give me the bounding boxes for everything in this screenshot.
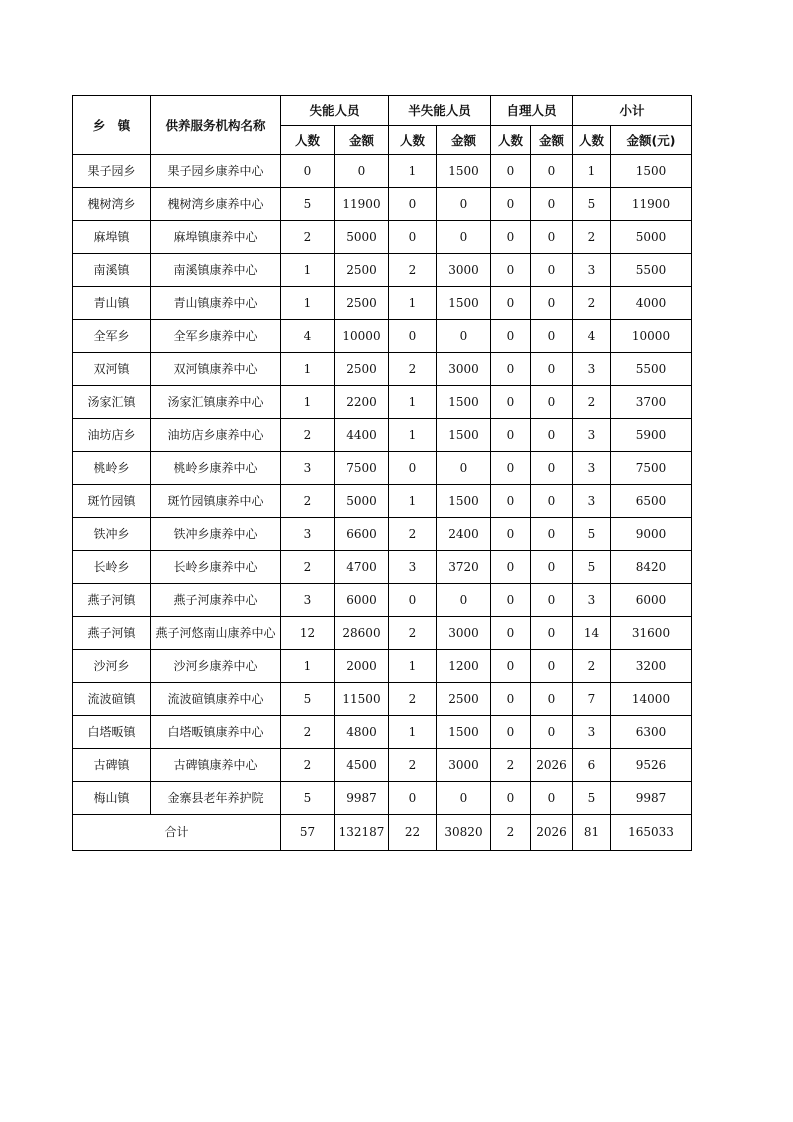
header-town: 乡 镇 — [73, 96, 151, 155]
amount-cell: 1500 — [611, 155, 692, 188]
amount-cell: 7500 — [335, 452, 389, 485]
institution-cell: 燕子河康养中心 — [151, 584, 281, 617]
amount-cell: 3720 — [437, 551, 491, 584]
count-cell: 2 — [389, 617, 437, 650]
town-cell: 燕子河镇 — [73, 584, 151, 617]
count-cell: 1 — [389, 716, 437, 749]
amount-cell: 4700 — [335, 551, 389, 584]
table-row — [73, 683, 692, 716]
table-row — [73, 188, 692, 221]
town-cell: 沙河乡 — [73, 650, 151, 683]
amount-cell: 9526 — [611, 749, 692, 782]
count-cell: 3 — [281, 584, 335, 617]
count-cell: 0 — [281, 155, 335, 188]
institution-cell: 全军乡康养中心 — [151, 320, 281, 353]
institution-cell: 桃岭乡康养中心 — [151, 452, 281, 485]
institution-cell: 槐树湾乡康养中心 — [151, 188, 281, 221]
amount-cell: 6500 — [611, 485, 692, 518]
count-cell: 14 — [573, 617, 611, 650]
table-row — [73, 650, 692, 683]
institution-cell: 古碑镇康养中心 — [151, 749, 281, 782]
amount-cell: 0 — [437, 221, 491, 254]
amount-cell: 5000 — [611, 221, 692, 254]
amount-cell: 3000 — [437, 617, 491, 650]
total-cell: 165033 — [611, 815, 692, 851]
amount-cell: 0 — [531, 551, 573, 584]
count-cell: 3 — [281, 452, 335, 485]
amount-cell: 9000 — [611, 518, 692, 551]
amount-cell: 3200 — [611, 650, 692, 683]
count-cell: 2 — [389, 353, 437, 386]
count-cell: 0 — [491, 518, 531, 551]
amount-cell: 11500 — [335, 683, 389, 716]
count-cell: 5 — [281, 188, 335, 221]
amount-cell: 2500 — [335, 287, 389, 320]
count-cell: 1 — [389, 386, 437, 419]
town-cell: 铁冲乡 — [73, 518, 151, 551]
count-cell: 6 — [573, 749, 611, 782]
count-cell: 3 — [389, 551, 437, 584]
amount-cell: 0 — [531, 518, 573, 551]
amount-cell: 6000 — [611, 584, 692, 617]
count-cell: 0 — [491, 221, 531, 254]
amount-cell: 9987 — [611, 782, 692, 815]
town-cell: 流波碹镇 — [73, 683, 151, 716]
town-cell: 全军乡 — [73, 320, 151, 353]
town-cell: 古碑镇 — [73, 749, 151, 782]
count-cell: 12 — [281, 617, 335, 650]
count-cell: 0 — [491, 254, 531, 287]
table-row — [73, 749, 692, 782]
town-cell: 斑竹园镇 — [73, 485, 151, 518]
count-cell: 7 — [573, 683, 611, 716]
count-cell: 5 — [281, 683, 335, 716]
table-row — [73, 419, 692, 452]
table-row — [73, 287, 692, 320]
town-cell: 燕子河镇 — [73, 617, 151, 650]
count-cell: 5 — [573, 188, 611, 221]
count-cell: 3 — [573, 485, 611, 518]
header-count: 人数 — [491, 126, 531, 155]
institution-cell: 白塔畈镇康养中心 — [151, 716, 281, 749]
count-cell: 0 — [491, 716, 531, 749]
amount-cell: 0 — [531, 782, 573, 815]
table-row — [73, 716, 692, 749]
amount-cell: 10000 — [335, 320, 389, 353]
amount-cell: 2400 — [437, 518, 491, 551]
count-cell: 0 — [491, 320, 531, 353]
count-cell: 3 — [573, 353, 611, 386]
town-cell: 麻埠镇 — [73, 221, 151, 254]
count-cell: 0 — [389, 188, 437, 221]
amount-cell: 4500 — [335, 749, 389, 782]
town-cell: 双河镇 — [73, 353, 151, 386]
header-amount: 金额(元) — [611, 126, 692, 155]
count-cell: 1 — [281, 287, 335, 320]
total-cell: 81 — [573, 815, 611, 851]
count-cell: 0 — [491, 617, 531, 650]
count-cell: 1 — [389, 485, 437, 518]
count-cell: 2 — [573, 650, 611, 683]
amount-cell: 0 — [531, 386, 573, 419]
header-self-care: 自理人员 — [491, 96, 573, 126]
amount-cell: 2000 — [335, 650, 389, 683]
count-cell: 0 — [389, 782, 437, 815]
town-cell: 槐树湾乡 — [73, 188, 151, 221]
amount-cell: 31600 — [611, 617, 692, 650]
institution-cell: 汤家汇镇康养中心 — [151, 386, 281, 419]
total-cell: 2 — [491, 815, 531, 851]
count-cell: 5 — [573, 551, 611, 584]
amount-cell: 7500 — [611, 452, 692, 485]
amount-cell: 2500 — [335, 254, 389, 287]
count-cell: 0 — [491, 419, 531, 452]
count-cell: 3 — [573, 254, 611, 287]
count-cell: 1 — [281, 650, 335, 683]
count-cell: 0 — [491, 188, 531, 221]
count-cell: 4 — [281, 320, 335, 353]
count-cell: 1 — [573, 155, 611, 188]
amount-cell: 0 — [531, 419, 573, 452]
total-cell: 57 — [281, 815, 335, 851]
amount-cell: 0 — [437, 188, 491, 221]
amount-cell: 0 — [437, 782, 491, 815]
count-cell: 5 — [573, 518, 611, 551]
count-cell: 1 — [389, 419, 437, 452]
count-cell: 0 — [491, 683, 531, 716]
header-institution: 供养服务机构名称 — [151, 96, 281, 155]
count-cell: 2 — [389, 683, 437, 716]
town-cell: 油坊店乡 — [73, 419, 151, 452]
amount-cell: 1500 — [437, 485, 491, 518]
table-row — [73, 386, 692, 419]
amount-cell: 0 — [437, 452, 491, 485]
count-cell: 2 — [389, 254, 437, 287]
count-cell: 0 — [491, 452, 531, 485]
amount-cell: 4400 — [335, 419, 389, 452]
header-subtotal: 小计 — [573, 96, 692, 126]
count-cell: 0 — [491, 287, 531, 320]
amount-cell: 5500 — [611, 353, 692, 386]
amount-cell: 0 — [531, 617, 573, 650]
total-cell: 132187 — [335, 815, 389, 851]
amount-cell: 8420 — [611, 551, 692, 584]
amount-cell: 3000 — [437, 749, 491, 782]
header-amount: 金额 — [335, 126, 389, 155]
town-cell: 梅山镇 — [73, 782, 151, 815]
institution-cell: 青山镇康养中心 — [151, 287, 281, 320]
town-cell: 汤家汇镇 — [73, 386, 151, 419]
amount-cell: 2500 — [437, 683, 491, 716]
amount-cell: 28600 — [335, 617, 389, 650]
institution-cell: 流波碹镇康养中心 — [151, 683, 281, 716]
count-cell: 2 — [281, 749, 335, 782]
count-cell: 0 — [389, 320, 437, 353]
header-amount: 金额 — [437, 126, 491, 155]
header-disabled: 失能人员 — [281, 96, 389, 126]
count-cell: 0 — [491, 782, 531, 815]
header-amount: 金额 — [531, 126, 573, 155]
amount-cell: 3700 — [611, 386, 692, 419]
count-cell: 3 — [281, 518, 335, 551]
total-cell: 22 — [389, 815, 437, 851]
count-cell: 2 — [573, 287, 611, 320]
amount-cell: 5000 — [335, 485, 389, 518]
table-row — [73, 617, 692, 650]
amount-cell: 9987 — [335, 782, 389, 815]
town-cell: 白塔畈镇 — [73, 716, 151, 749]
count-cell: 0 — [491, 485, 531, 518]
institution-cell: 果子园乡康养中心 — [151, 155, 281, 188]
total-cell: 30820 — [437, 815, 491, 851]
table-row — [73, 584, 692, 617]
institution-cell: 双河镇康养中心 — [151, 353, 281, 386]
institution-cell: 油坊店乡康养中心 — [151, 419, 281, 452]
count-cell: 1 — [281, 386, 335, 419]
count-cell: 2 — [491, 749, 531, 782]
header-row-1 — [73, 96, 692, 126]
count-cell: 1 — [281, 254, 335, 287]
amount-cell: 1500 — [437, 716, 491, 749]
count-cell: 0 — [491, 584, 531, 617]
count-cell: 0 — [491, 155, 531, 188]
institution-cell: 麻埠镇康养中心 — [151, 221, 281, 254]
amount-cell: 1500 — [437, 419, 491, 452]
total-label: 合计 — [73, 815, 281, 851]
amount-cell: 6300 — [611, 716, 692, 749]
amount-cell: 11900 — [335, 188, 389, 221]
count-cell: 0 — [389, 584, 437, 617]
pension-table — [72, 95, 692, 851]
total-row — [73, 815, 692, 851]
amount-cell: 0 — [531, 650, 573, 683]
count-cell: 1 — [389, 287, 437, 320]
table-row — [73, 518, 692, 551]
count-cell: 0 — [491, 551, 531, 584]
count-cell: 0 — [491, 386, 531, 419]
institution-cell: 金寨县老年养护院 — [151, 782, 281, 815]
institution-cell: 长岭乡康养中心 — [151, 551, 281, 584]
table-row — [73, 353, 692, 386]
amount-cell: 10000 — [611, 320, 692, 353]
count-cell: 0 — [389, 221, 437, 254]
amount-cell: 5500 — [611, 254, 692, 287]
amount-cell: 0 — [437, 584, 491, 617]
count-cell: 0 — [491, 353, 531, 386]
amount-cell: 0 — [531, 254, 573, 287]
amount-cell: 0 — [531, 452, 573, 485]
institution-cell: 沙河乡康养中心 — [151, 650, 281, 683]
amount-cell: 1500 — [437, 155, 491, 188]
amount-cell: 1500 — [437, 386, 491, 419]
amount-cell: 5900 — [611, 419, 692, 452]
count-cell: 4 — [573, 320, 611, 353]
count-cell: 2 — [389, 518, 437, 551]
institution-cell: 斑竹园镇康养中心 — [151, 485, 281, 518]
amount-cell: 0 — [531, 716, 573, 749]
table-row — [73, 485, 692, 518]
amount-cell: 0 — [531, 320, 573, 353]
amount-cell: 11900 — [611, 188, 692, 221]
amount-cell: 0 — [531, 584, 573, 617]
total-cell: 2026 — [531, 815, 573, 851]
town-cell: 桃岭乡 — [73, 452, 151, 485]
header-count: 人数 — [573, 126, 611, 155]
amount-cell: 4800 — [335, 716, 389, 749]
count-cell: 1 — [389, 650, 437, 683]
amount-cell: 1200 — [437, 650, 491, 683]
town-cell: 长岭乡 — [73, 551, 151, 584]
amount-cell: 0 — [437, 320, 491, 353]
count-cell: 2 — [573, 386, 611, 419]
table-row — [73, 782, 692, 815]
count-cell: 2 — [281, 716, 335, 749]
amount-cell: 3000 — [437, 353, 491, 386]
amount-cell: 0 — [531, 221, 573, 254]
amount-cell: 1500 — [437, 287, 491, 320]
count-cell: 2 — [389, 749, 437, 782]
table-row — [73, 320, 692, 353]
count-cell: 5 — [281, 782, 335, 815]
town-cell: 果子园乡 — [73, 155, 151, 188]
amount-cell: 0 — [531, 287, 573, 320]
table-row — [73, 551, 692, 584]
count-cell: 0 — [491, 650, 531, 683]
table-row — [73, 155, 692, 188]
count-cell: 3 — [573, 584, 611, 617]
amount-cell: 0 — [531, 683, 573, 716]
amount-cell: 0 — [531, 353, 573, 386]
count-cell: 2 — [281, 419, 335, 452]
count-cell: 5 — [573, 782, 611, 815]
amount-cell: 14000 — [611, 683, 692, 716]
table-row — [73, 254, 692, 287]
amount-cell: 2026 — [531, 749, 573, 782]
header-count: 人数 — [281, 126, 335, 155]
count-cell: 3 — [573, 419, 611, 452]
count-cell: 1 — [281, 353, 335, 386]
header-count: 人数 — [389, 126, 437, 155]
amount-cell: 4000 — [611, 287, 692, 320]
count-cell: 0 — [389, 452, 437, 485]
count-cell: 2 — [573, 221, 611, 254]
amount-cell: 3000 — [437, 254, 491, 287]
header-semi-disabled: 半失能人员 — [389, 96, 491, 126]
amount-cell: 5000 — [335, 221, 389, 254]
amount-cell: 0 — [531, 155, 573, 188]
count-cell: 2 — [281, 221, 335, 254]
count-cell: 2 — [281, 485, 335, 518]
amount-cell: 0 — [531, 188, 573, 221]
town-cell: 南溪镇 — [73, 254, 151, 287]
amount-cell: 2500 — [335, 353, 389, 386]
table-row — [73, 452, 692, 485]
institution-cell: 燕子河悠南山康养中心 — [151, 617, 281, 650]
count-cell: 1 — [389, 155, 437, 188]
table-body — [73, 155, 692, 815]
institution-cell: 南溪镇康养中心 — [151, 254, 281, 287]
count-cell: 2 — [281, 551, 335, 584]
town-cell: 青山镇 — [73, 287, 151, 320]
count-cell: 3 — [573, 452, 611, 485]
count-cell: 3 — [573, 716, 611, 749]
institution-cell: 铁冲乡康养中心 — [151, 518, 281, 551]
amount-cell: 6600 — [335, 518, 389, 551]
amount-cell: 2200 — [335, 386, 389, 419]
table-row — [73, 221, 692, 254]
amount-cell: 0 — [531, 485, 573, 518]
amount-cell: 0 — [335, 155, 389, 188]
amount-cell: 6000 — [335, 584, 389, 617]
